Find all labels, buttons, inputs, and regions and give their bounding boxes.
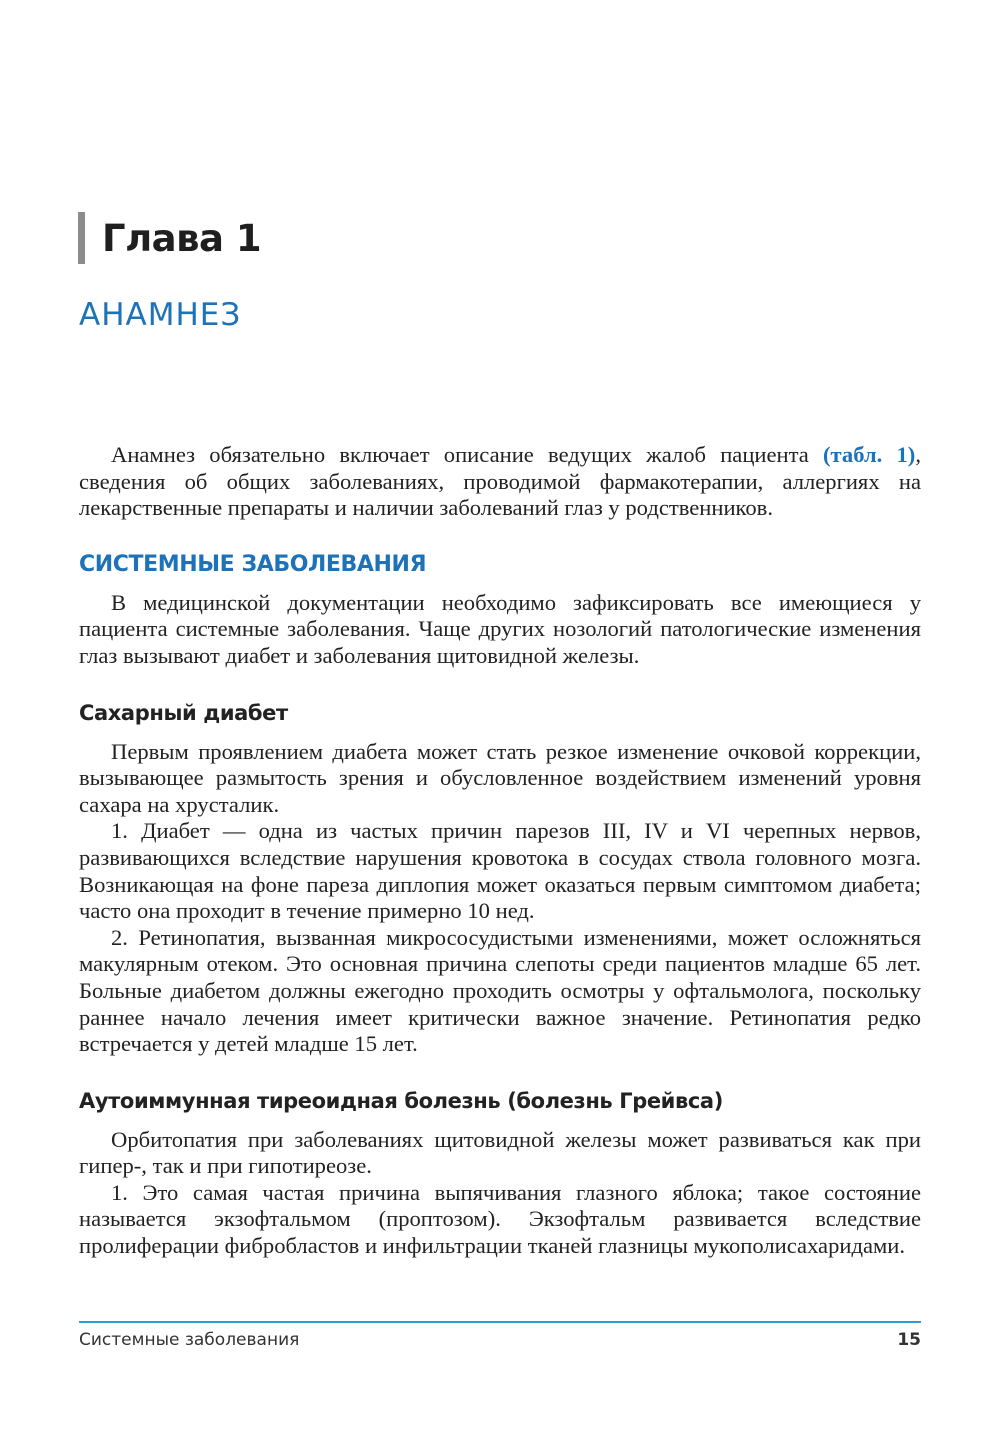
intro-paragraph	[79, 442, 921, 522]
chapter-accent-bar	[78, 212, 85, 264]
chapter-label: Глава 1	[102, 216, 262, 260]
intro-text-start: Анамнез обязательно включает описание ведущих жалоб пациента	[111, 442, 824, 467]
footer-section-name: Системные заболевания	[79, 1330, 300, 1350]
chapter-header	[78, 212, 261, 264]
diabetes-paragraph-3: 2. Ретинопатия, вызванная микрососудистыми изменениями, может осложняться макулярным отеком. Это основная причина слепоты среди пациентов младше 65 лет. Больные диабетом должны ежегодно проходить осмотры у офтальмолога, поскольку раннее начало лечения имеет критически важное значение. Ретинопатия редко встречается у детей младше 15 лет.	[79, 924, 921, 1057]
intro-text-end: , сведения об общих заболеваниях, проводимой фармакотерапии, аллергиях на лекарственные препараты и наличии заболеваний глаз у родственников.	[79, 442, 921, 521]
subheading-diabetes: Сахарный диабет	[79, 700, 288, 725]
table-reference-link[interactable]: (табл. 1)	[823, 442, 916, 467]
page-number: 15	[897, 1330, 921, 1350]
thyroid-paragraph-2: 1. Это самая частая причина выпячивания глазного яблока; такое состояние называется экзофтальмом (проптозом). Экзофтальм развивается вследствие пролиферации фибробластов и инфильтрации тканей глазницы мукополисахаридами.	[79, 1179, 921, 1259]
footer-divider	[79, 1321, 921, 1323]
section-paragraph: В медицинской документации необходимо зафиксировать все имеющиеся у пациента системные заболевания. Чаще других нозологий патологические изменения глаз вызывают диабет и заболевания щитовидной железы.	[79, 589, 921, 668]
thyroid-paragraph-1: Орбитопатия при заболеваниях щитовидной железы может развиваться как при гипер-, так и при гипотиреозе.	[79, 1126, 921, 1179]
diabetes-paragraph-1: Первым проявлением диабета может стать резкое изменение очковой коррекции, вызывающее размытость зрения и обусловленное воздействием изменений уровня сахара на хрусталик.	[79, 738, 921, 817]
diabetes-paragraph-2: 1. Диабет — одна из частых причин парезов III, IV и VI черепных нервов, развивающихся вследствие нарушения кровотока в сосудах ствола головного мозга. Возникающая на фоне пареза диплопия может оказаться первым симптомом диабета; часто она проходит в течение примерно 10 нед.	[79, 818, 921, 924]
section-heading-systemic: СИСТЕМНЫЕ ЗАБОЛЕВАНИЯ	[79, 551, 427, 577]
chapter-title: АНАМНЕЗ	[79, 297, 242, 333]
page-body	[79, 442, 921, 1260]
subheading-thyroid: Аутоиммунная тиреоидная болезнь (болезнь Грейвса)	[79, 1088, 723, 1113]
